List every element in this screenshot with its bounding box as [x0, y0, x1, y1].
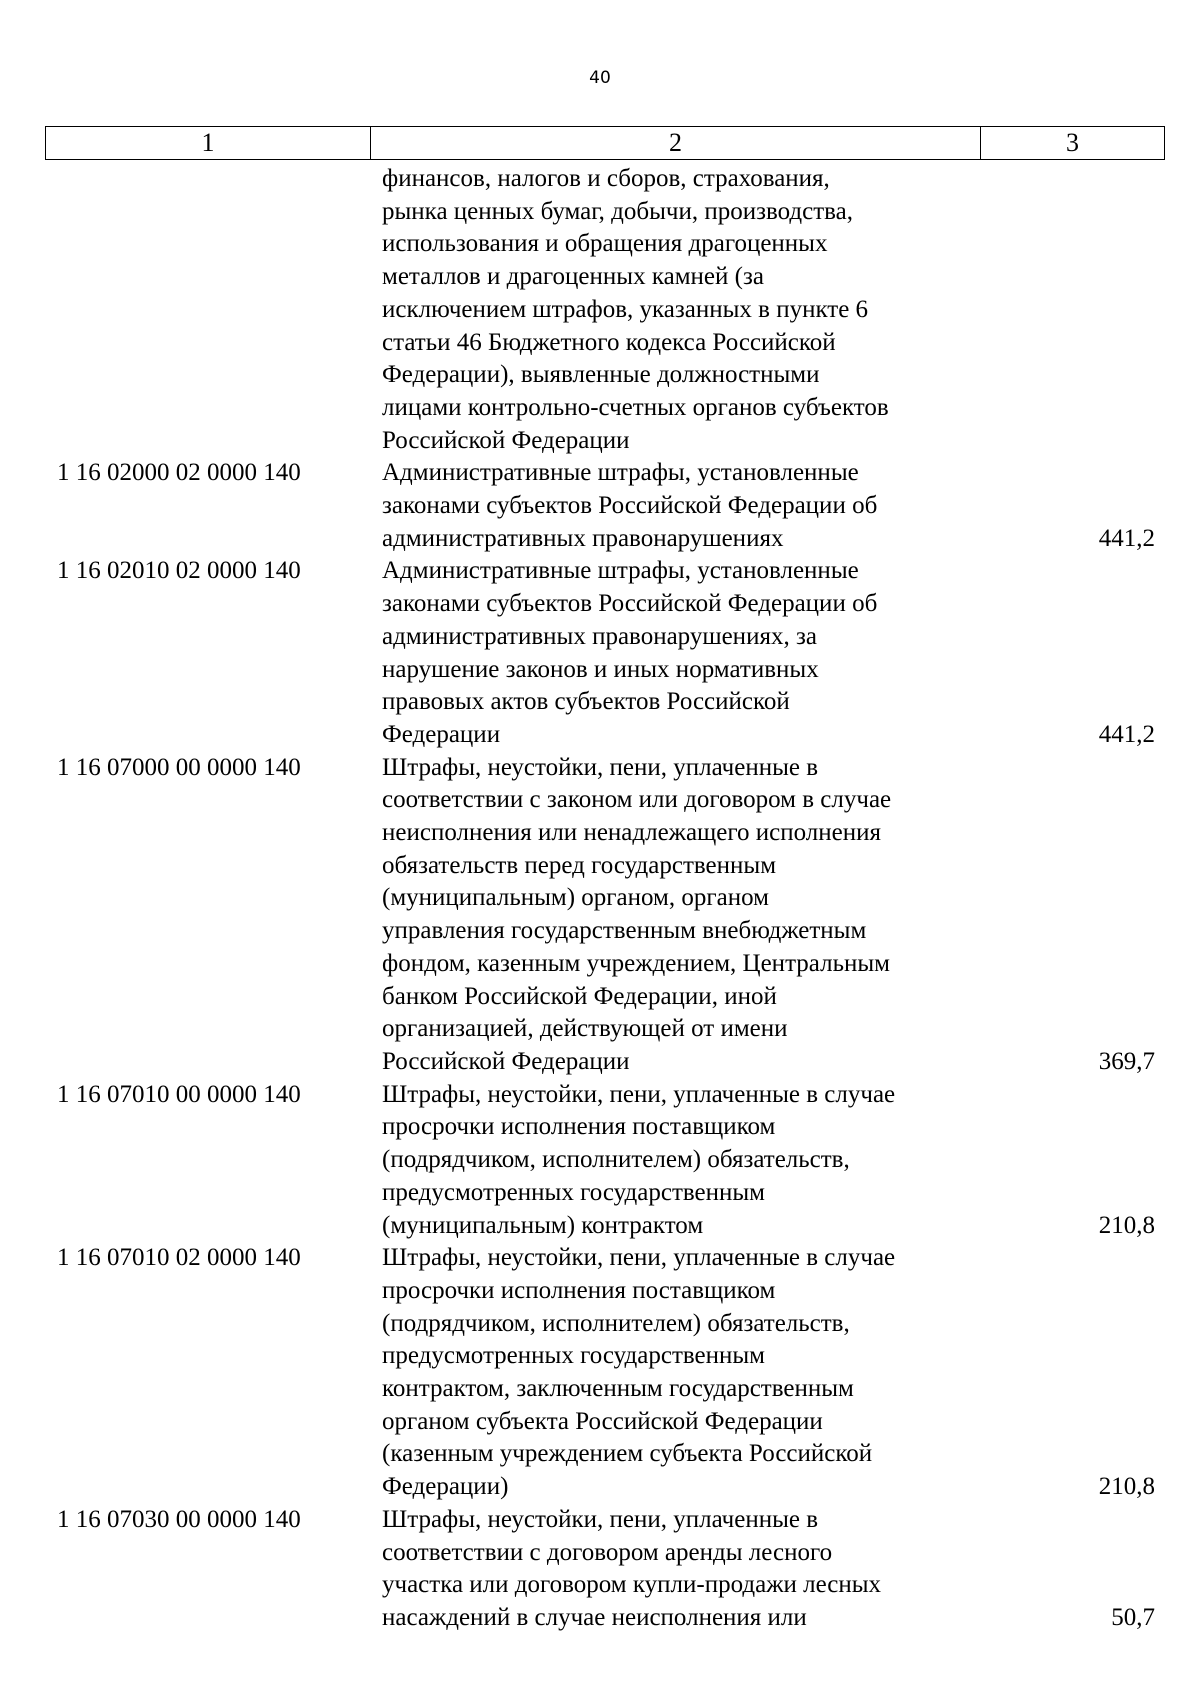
description-line: предусмотренных государственным: [382, 1342, 765, 1370]
description-line: просрочки исполнения поставщиком: [382, 1276, 776, 1304]
description-line: рынка ценных бумаг, добычи, производства,: [382, 197, 853, 225]
description-line: (муниципальным) контрактом: [382, 1211, 704, 1239]
amount-cell: 441,2: [1098, 720, 1155, 748]
amount-cell: 210,8: [1098, 1473, 1155, 1501]
description-line: финансов, налогов и сборов, страхования,: [382, 165, 830, 192]
description-line: лицами контрольно-счетных органов субъектов: [382, 393, 889, 421]
description-cell: [45, 1242, 896, 1504]
budget-code-cell: 1 16 07010 02 0000 140: [57, 1244, 301, 1272]
description-line: законами субъектов Российской Федерации об: [382, 492, 878, 520]
table-row: [45, 457, 1165, 555]
description-line: использования и обращения драгоценных: [382, 230, 828, 258]
amount-cell: 210,8: [1098, 1211, 1155, 1239]
description-line: Штрафы, неустойки, пени, уплаченные в случае: [382, 1244, 896, 1272]
description-line: неисполнения или ненадлежащего исполнения: [382, 819, 882, 847]
description-cell: [45, 457, 878, 555]
description-line: управления государственным внебюджетным: [382, 917, 867, 945]
description-line: организацией, действующей от имени: [382, 1015, 788, 1043]
description-line: Российской Федерации: [382, 1047, 630, 1075]
table-body: [45, 163, 1165, 1635]
description-line: насаждений в случае неисполнения или: [382, 1603, 807, 1631]
description-cell: [45, 1079, 896, 1243]
description-line: нарушение законов и иных нормативных: [382, 655, 819, 683]
description-cell: [45, 555, 878, 751]
budget-code-cell: 1 16 07000 00 0000 140: [57, 753, 301, 781]
description-line: банком Российской Федерации, иной: [382, 982, 777, 1010]
description-line: Административные штрафы, установленные: [382, 459, 859, 487]
description-line: правовых актов субъектов Российской: [382, 688, 790, 716]
description-line: просрочки исполнения поставщиком: [382, 1113, 776, 1141]
table-row: [45, 163, 1165, 457]
description-line: соответствии с договором аренды лесного: [382, 1538, 833, 1566]
description-line: Административные штрафы, установленные: [382, 557, 859, 585]
description-line: соответствии с законом или договором в случае: [382, 786, 892, 814]
table-header: [45, 126, 1165, 160]
table-row: [45, 1079, 1165, 1243]
header-col-2: 2: [371, 127, 981, 159]
description-line: (подрядчиком, исполнителем) обязательств,: [382, 1146, 850, 1174]
description-line: (муниципальным) органом, органом: [382, 884, 769, 912]
description-cell: [45, 752, 892, 1079]
description-line: Федерации: [382, 720, 501, 748]
description-line: Штрафы, неустойки, пени, уплаченные в: [382, 753, 819, 781]
description-line: фондом, казенным учреждением, Центральным: [382, 949, 890, 977]
amount-cell: 369,7: [1098, 1047, 1155, 1075]
description-line: административных правонарушениях: [382, 524, 784, 552]
description-cell: [45, 1504, 882, 1635]
description-line: Штрафы, неустойки, пени, уплаченные в: [382, 1505, 819, 1533]
table-row: [45, 752, 1165, 1079]
amount-cell: [655, 163, 1165, 457]
amount-cell: 50,7: [1111, 1603, 1155, 1631]
description-cell: [45, 163, 889, 457]
table-row: [45, 555, 1165, 751]
header-col-1: 1: [46, 127, 371, 159]
amount-cell: 441,2: [1098, 524, 1155, 552]
budget-code-cell: 1 16 07030 00 0000 140: [57, 1505, 301, 1533]
description-line: обязательств перед государственным: [382, 851, 777, 879]
description-line: Штрафы, неустойки, пени, уплаченные в случае: [382, 1080, 896, 1108]
budget-code-cell: 1 16 07010 00 0000 140: [57, 1080, 301, 1108]
description-line: участка или договором купли-продажи лесных: [382, 1571, 882, 1599]
description-line: металлов и драгоценных камней (за: [382, 263, 764, 291]
description-line: статьи 46 Бюджетного кодекса Российской: [382, 328, 836, 356]
description-line: административных правонарушениях, за: [382, 622, 817, 650]
budget-code-cell: 1 16 02010 02 0000 140: [57, 557, 301, 585]
description-line: предусмотренных государственным: [382, 1178, 765, 1206]
description-line: Российской Федерации: [382, 426, 630, 454]
header-col-3: 3: [1066, 128, 1079, 157]
description-line: контрактом, заключенным государственным: [382, 1375, 854, 1403]
description-line: (подрядчиком, исполнителем) обязательств,: [382, 1309, 850, 1337]
table-row: [45, 1242, 1165, 1504]
description-line: Федерации): [382, 1473, 509, 1501]
description-line: Федерации), выявленные должностными: [382, 361, 820, 389]
page-number: 40: [589, 68, 611, 88]
description-line: (казенным учреждением субъекта Российской: [382, 1440, 873, 1468]
description-line: органом субъекта Российской Федерации: [382, 1407, 823, 1435]
description-line: законами субъектов Российской Федерации об: [382, 590, 878, 618]
table-row: [45, 1504, 1165, 1635]
budget-code-cell: 1 16 02000 02 0000 140: [57, 459, 301, 487]
description-line: исключением штрафов, указанных в пункте 6: [382, 295, 869, 323]
